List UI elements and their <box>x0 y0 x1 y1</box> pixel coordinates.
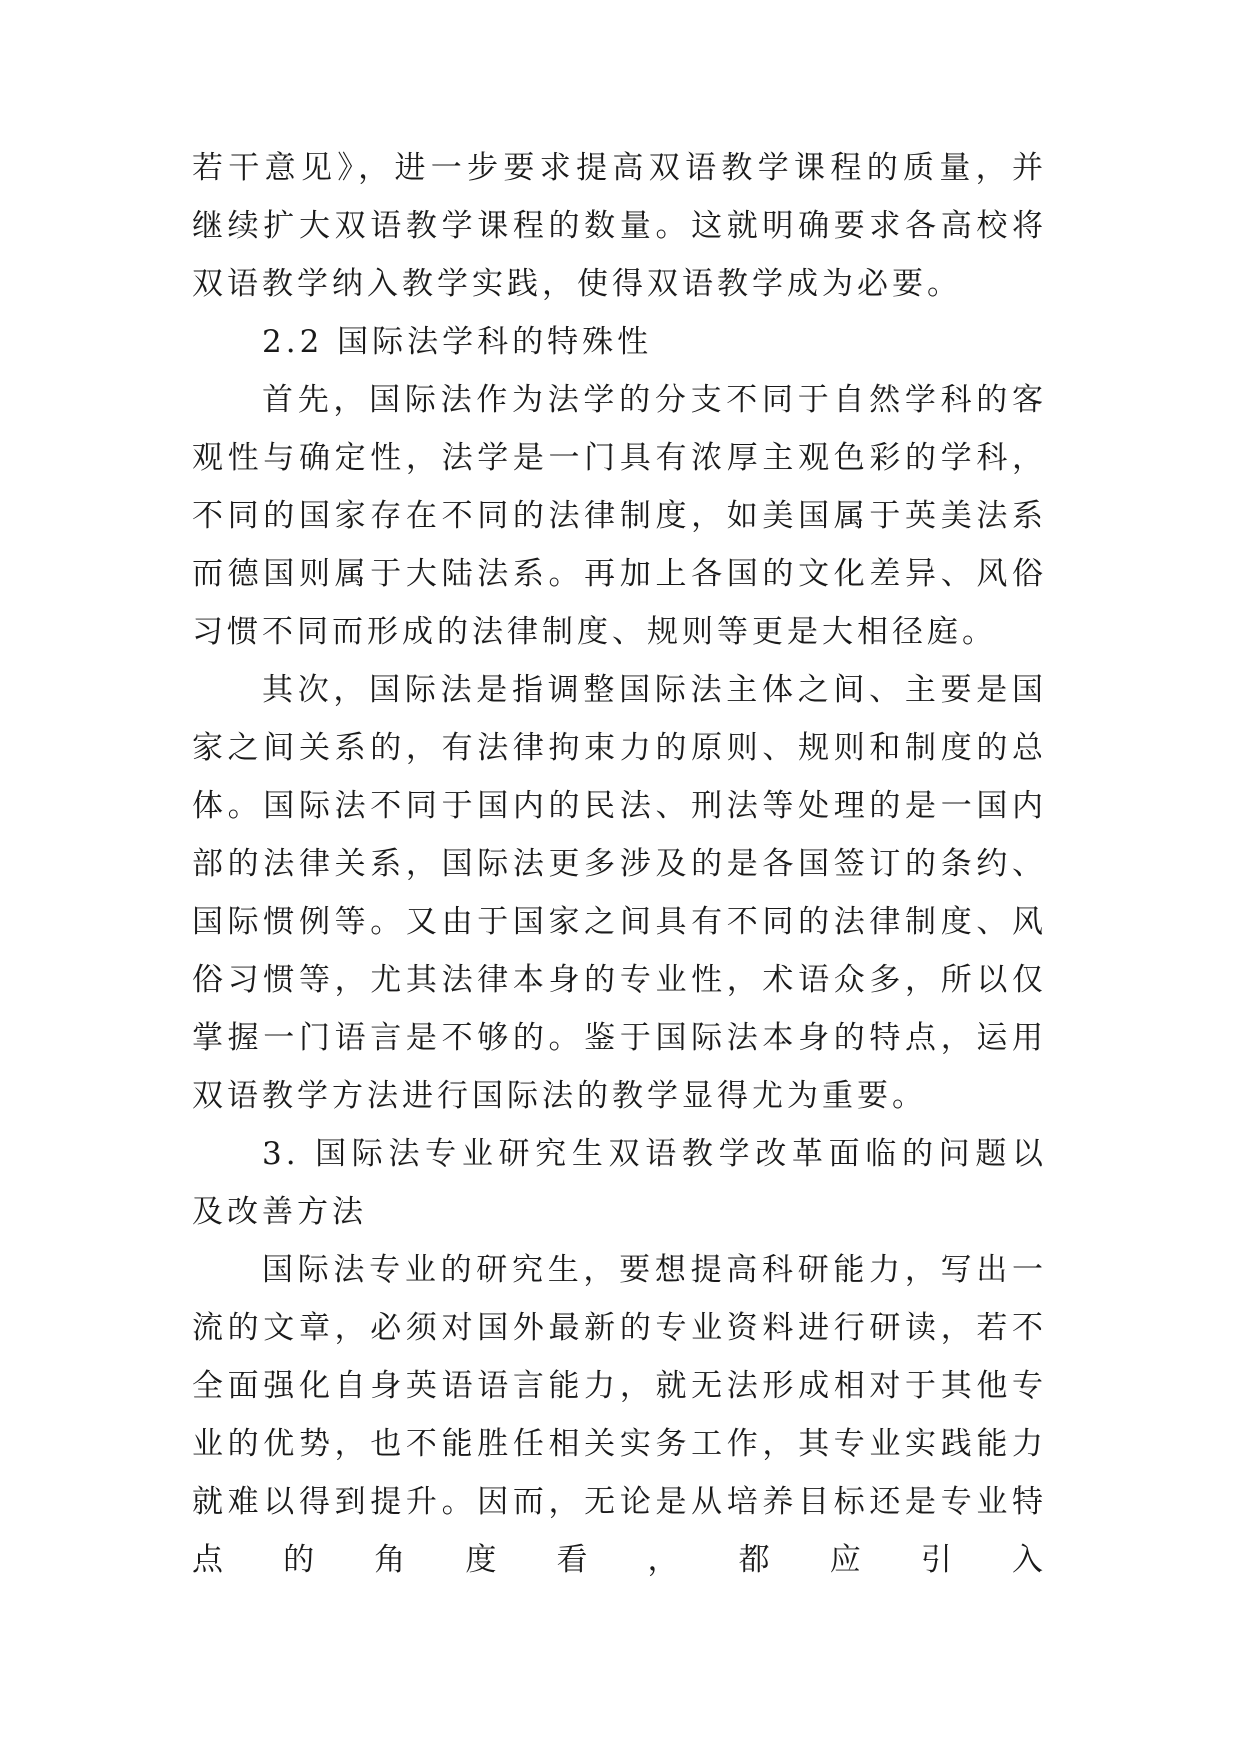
paragraph-continuation: 若干意见》，进一步要求提高双语教学课程的质量，并继续扩大双语教学课程的数量。这就明确要求各高校将双语教学纳入教学实践，使得双语教学成为必要。 <box>192 150 1047 302</box>
paragraph-first: 首先，国际法作为法学的分支不同于自然学科的客观性与确定性，法学是一门具有浓厚主观色彩的学科，不同的国家存在不同的法律制度，如美国属于英美法系而德国则属于大陆法系。再加上各国的文化差异、风俗习惯不同而形成的法律制度、规则等更是大相径庭。 <box>192 382 1047 650</box>
paragraph-third: 国际法专业的研究生，要想提高科研能力，写出一流的文章，必须对国外最新的专业资料进行研读，若不全面强化自身英语语言能力，就无法形成相对于其他专业的优势，也不能胜任相关实务工作，其专业实践能力就难以得到提升。因而，无论是从培养目标还是专业特点的角度看，都应引入 <box>192 1252 1047 1578</box>
section-heading-3: 3. 国际法专业研究生双语教学改革面临的问题以及改善方法 <box>192 1136 1047 1230</box>
paragraph-second: 其次，国际法是指调整国际法主体之间、主要是国家之间关系的，有法律拘束力的原则、规则和制度的总体。国际法不同于国内的民法、刑法等处理的是一国内部的法律关系，国际法更多涉及的是各国签订的条约、国际惯例等。又由于国家之间具有不同的法律制度、风俗习惯等，尤其法律本身的专业性，术语众多，所以仅掌握一门语言是不够的。鉴于国际法本身的特点，运用双语教学方法进行国际法的教学显得尤为重要。 <box>192 672 1047 1114</box>
section-heading-2-2: 2.2 国际法学科的特殊性 <box>262 324 653 360</box>
